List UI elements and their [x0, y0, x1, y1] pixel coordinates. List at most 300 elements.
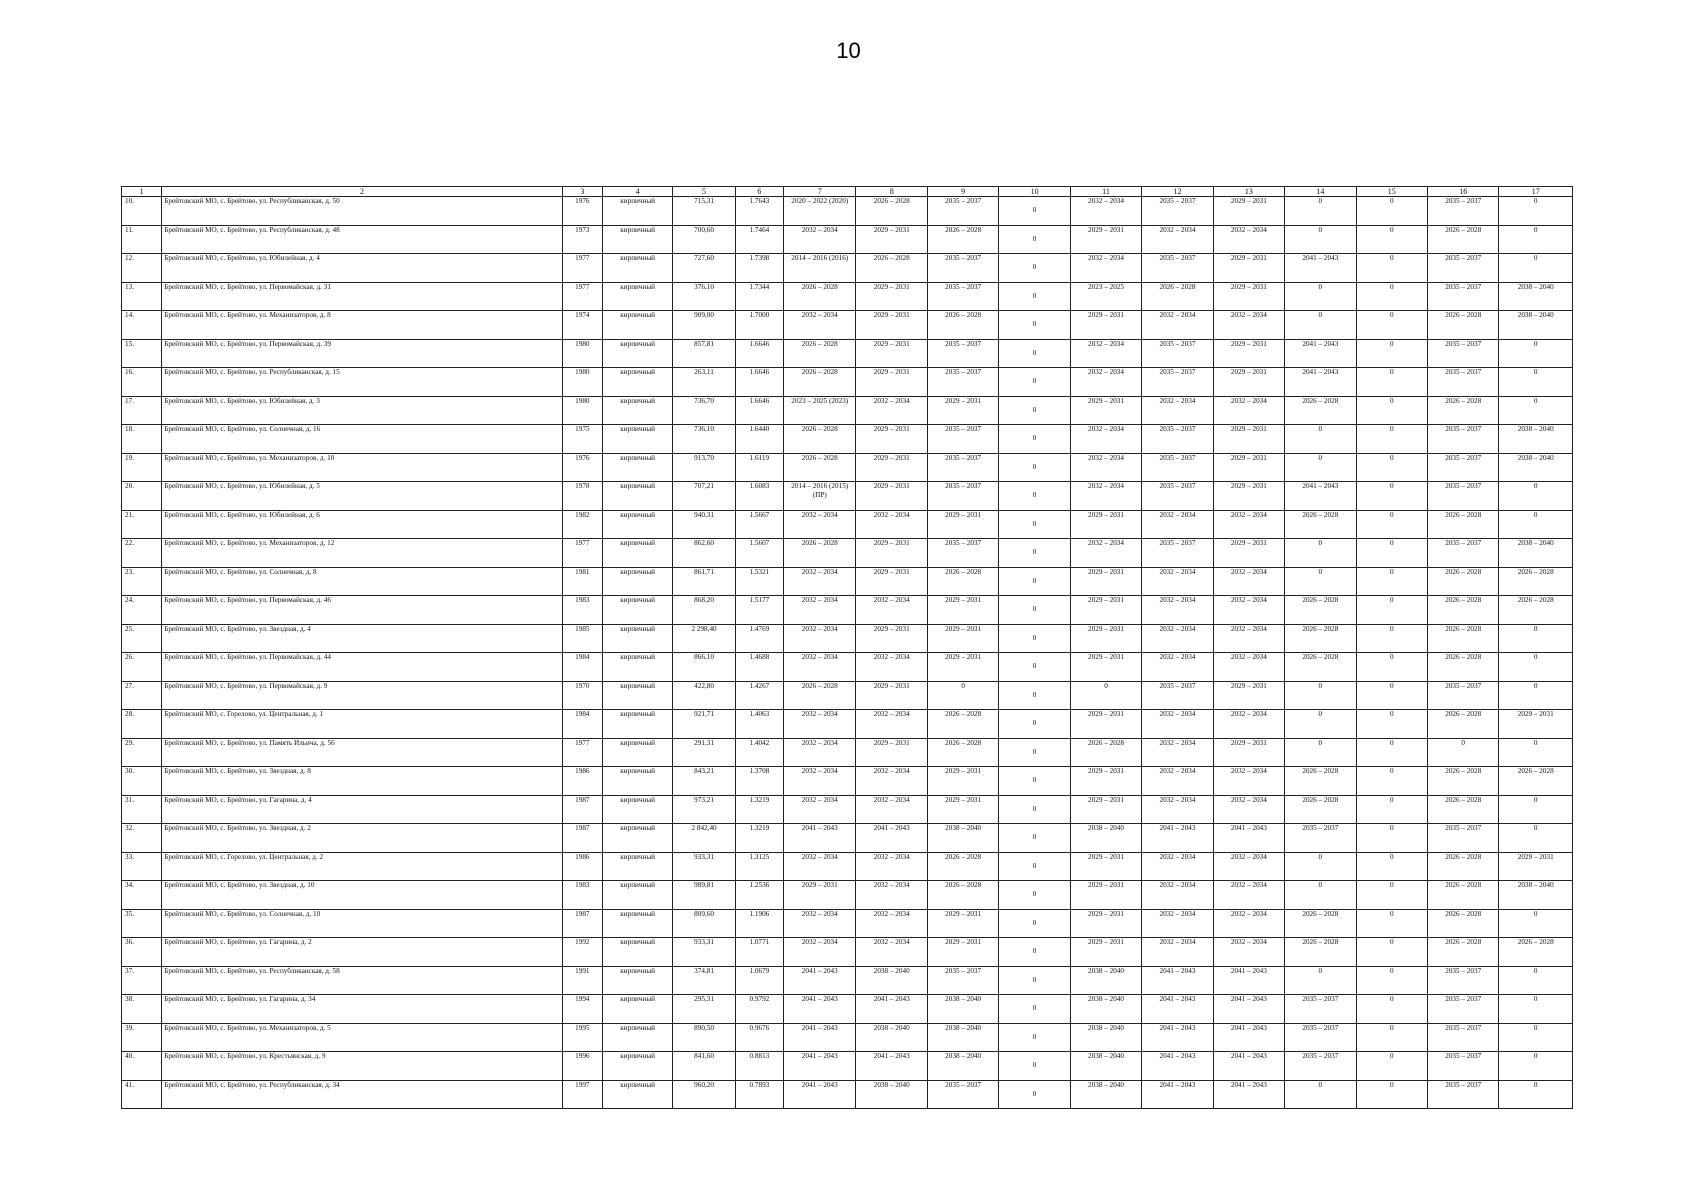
- table-cell: 0: [1356, 282, 1427, 311]
- table-cell: 2035 – 2037: [1427, 254, 1498, 283]
- table-cell: 1980: [562, 368, 602, 397]
- table-cell: 0: [1499, 909, 1573, 938]
- table-cell: 1986: [562, 767, 602, 796]
- table-cell: 0: [1356, 510, 1427, 539]
- table-cell: 1.2536: [735, 881, 783, 910]
- table-cell: 0: [1356, 1080, 1427, 1109]
- table-cell: 2038 – 2040: [1070, 1080, 1141, 1109]
- table-cell: кирпичный: [602, 824, 672, 853]
- row-number: 30.: [122, 767, 162, 796]
- table-cell: 1.5607: [735, 539, 783, 568]
- table-cell: 0: [999, 311, 1070, 340]
- table-cell: 2035 – 2037: [927, 482, 998, 511]
- table-cell: 862,60: [673, 539, 735, 568]
- table-cell: 857,81: [673, 339, 735, 368]
- column-number-2: 2: [162, 187, 562, 197]
- table-cell: 2041 – 2043: [1142, 1052, 1213, 1081]
- table-cell: кирпичный: [602, 282, 672, 311]
- table-cell: 2026 – 2028: [784, 425, 856, 454]
- table-cell: 0: [999, 567, 1070, 596]
- address-cell: Брейтовский МО, с. Брейтово, ул. Первомайская, д. 9: [162, 681, 562, 710]
- table-row: [122, 767, 1573, 796]
- table-cell: 2029 – 2031: [1070, 624, 1141, 653]
- table-cell: 2029 – 2031: [927, 938, 998, 967]
- table-cell: 2038 – 2040: [1499, 881, 1573, 910]
- table-cell: 2035 – 2037: [927, 539, 998, 568]
- table-row: [122, 1080, 1573, 1109]
- table-cell: 2035 – 2037: [1285, 995, 1356, 1024]
- table-cell: 2041 – 2043: [1213, 995, 1284, 1024]
- table-cell: 0: [1356, 425, 1427, 454]
- table-row: [122, 909, 1573, 938]
- table-cell: 2026 – 2028: [927, 852, 998, 881]
- table-cell: 0: [999, 368, 1070, 397]
- column-number-14: 14: [1285, 187, 1356, 197]
- table-row: [122, 738, 1573, 767]
- table-cell: 973,21: [673, 795, 735, 824]
- row-number: 20.: [122, 482, 162, 511]
- column-number-7: 7: [784, 187, 856, 197]
- table-cell: кирпичный: [602, 311, 672, 340]
- table-cell: 2035 – 2037: [1427, 966, 1498, 995]
- table-cell: 0: [1499, 653, 1573, 682]
- address-cell: Брейтовский МО, с. Брейтово, ул. Юбилейная, д. 6: [162, 510, 562, 539]
- table-cell: 0: [1356, 482, 1427, 511]
- table-cell: 0: [1356, 824, 1427, 853]
- table-cell: 1986: [562, 852, 602, 881]
- table-cell: 2032 – 2034: [856, 767, 927, 796]
- table-cell: 1991: [562, 966, 602, 995]
- table-cell: 2029 – 2031: [927, 396, 998, 425]
- table-cell: 0: [999, 795, 1070, 824]
- table-cell: 2029 – 2031: [927, 653, 998, 682]
- table-row: [122, 482, 1573, 511]
- table-cell: 0: [999, 254, 1070, 283]
- table-cell: 2029 – 2031: [856, 624, 927, 653]
- table-cell: 2029 – 2031: [856, 681, 927, 710]
- table-cell: 2032 – 2034: [1142, 881, 1213, 910]
- table-cell: 0: [1499, 795, 1573, 824]
- table-cell: 2041 – 2043: [784, 1023, 856, 1052]
- address-cell: Брейтовский МО, с. Брейтово, ул. Гагарина, д. 2: [162, 938, 562, 967]
- table-cell: 2041 – 2043: [784, 1052, 856, 1081]
- table-header: [122, 187, 1573, 197]
- table-cell: 2032 – 2034: [1070, 368, 1141, 397]
- table-cell: 1.7398: [735, 254, 783, 283]
- table-cell: 0: [999, 1080, 1070, 1109]
- table-cell: 2032 – 2034: [1070, 482, 1141, 511]
- table-cell: 2029 – 2031: [856, 225, 927, 254]
- table-cell: кирпичный: [602, 482, 672, 511]
- table-cell: 0: [1356, 966, 1427, 995]
- table-cell: 2026 – 2028: [856, 197, 927, 226]
- column-number-10: 10: [999, 187, 1070, 197]
- table-cell: 0: [999, 624, 1070, 653]
- table-cell: 1973: [562, 225, 602, 254]
- table-cell: 2032 – 2034: [784, 909, 856, 938]
- table-cell: 2032 – 2034: [1213, 909, 1284, 938]
- table-row: [122, 824, 1573, 853]
- table-cell: 2026 – 2028: [1285, 767, 1356, 796]
- table-cell: 1980: [562, 396, 602, 425]
- table-body: [122, 197, 1573, 1109]
- table-cell: 2041 – 2043: [1285, 254, 1356, 283]
- address-cell: Брейтовский МО, с. Брейтово, ул. Республиканская, д. 50: [162, 197, 562, 226]
- table-cell: 2029 – 2031: [1070, 596, 1141, 625]
- table-cell: 2038 – 2040: [927, 995, 998, 1024]
- table-cell: 2029 – 2031: [1213, 254, 1284, 283]
- table-cell: 0: [1356, 1052, 1427, 1081]
- table-cell: 2038 – 2040: [1070, 995, 1141, 1024]
- row-number: 18.: [122, 425, 162, 454]
- table-cell: 0: [1356, 1023, 1427, 1052]
- table-cell: 2032 – 2034: [1070, 197, 1141, 226]
- column-number-4: 4: [602, 187, 672, 197]
- table-cell: 866,10: [673, 653, 735, 682]
- row-number: 19.: [122, 453, 162, 482]
- table-cell: 0: [1356, 653, 1427, 682]
- table-cell: 2035 – 2037: [927, 966, 998, 995]
- table-cell: 2026 – 2028: [784, 339, 856, 368]
- table-cell: 1.7464: [735, 225, 783, 254]
- table-cell: 2026 – 2028: [1285, 909, 1356, 938]
- table-cell: 2035 – 2037: [1285, 1052, 1356, 1081]
- table-cell: 2035 – 2037: [1427, 1080, 1498, 1109]
- table-cell: 2029 – 2031: [856, 482, 927, 511]
- table-cell: 2041 – 2043: [1142, 1023, 1213, 1052]
- table-cell: 2032 – 2034: [1070, 425, 1141, 454]
- table-cell: 2029 – 2031: [1070, 909, 1141, 938]
- table-cell: 2026 – 2028: [856, 254, 927, 283]
- table-cell: 1.6646: [735, 396, 783, 425]
- table-cell: 2029 – 2031: [927, 624, 998, 653]
- table-cell: 1987: [562, 909, 602, 938]
- table-cell: 1995: [562, 1023, 602, 1052]
- table-cell: 2032 – 2034: [1213, 795, 1284, 824]
- table-cell: 0: [1356, 681, 1427, 710]
- address-cell: Брейтовский МО, с. Брейтово, ул. Республиканская, д. 48: [162, 225, 562, 254]
- address-cell: Брейтовский МО, с. Брейтово, ул. Первомайская, д. 44: [162, 653, 562, 682]
- table-cell: 0: [1356, 738, 1427, 767]
- table-cell: 1977: [562, 254, 602, 283]
- table-cell: 989,81: [673, 881, 735, 910]
- table-cell: 2029 – 2031: [1213, 425, 1284, 454]
- table-cell: 2029 – 2031: [1213, 453, 1284, 482]
- table-cell: 2032 – 2034: [1213, 510, 1284, 539]
- table-cell: 0: [1499, 1080, 1573, 1109]
- table-cell: 2032 – 2034: [1142, 909, 1213, 938]
- table-cell: 0: [1499, 339, 1573, 368]
- table-cell: 2026 – 2028: [927, 881, 998, 910]
- table-cell: 0: [1499, 510, 1573, 539]
- table-cell: 0: [1356, 339, 1427, 368]
- table-cell: 0: [1356, 396, 1427, 425]
- table-cell: 0: [1285, 197, 1356, 226]
- table-cell: 2023 – 2025: [1070, 282, 1141, 311]
- table-cell: кирпичный: [602, 1080, 672, 1109]
- table-cell: 0: [1285, 282, 1356, 311]
- table-cell: 0: [999, 881, 1070, 910]
- address-cell: Брейтовский МО, с. Брейтово, ул. Первомайская, д. 39: [162, 339, 562, 368]
- table-cell: 2035 – 2037: [1142, 681, 1213, 710]
- table-cell: 2035 – 2037: [1427, 681, 1498, 710]
- table-cell: 2038 – 2040: [927, 1023, 998, 1052]
- table-cell: 2026 – 2028: [1285, 396, 1356, 425]
- table-cell: кирпичный: [602, 938, 672, 967]
- table-cell: 0: [1356, 225, 1427, 254]
- table-cell: 2038 – 2040: [927, 1052, 998, 1081]
- table-cell: 2041 – 2043: [1142, 1080, 1213, 1109]
- table-cell: 2032 – 2034: [1142, 710, 1213, 739]
- row-number: 23.: [122, 567, 162, 596]
- table-cell: кирпичный: [602, 653, 672, 682]
- table-cell: 2032 – 2034: [784, 624, 856, 653]
- table-cell: 2029 – 2031: [927, 909, 998, 938]
- table-cell: 2032 – 2034: [784, 767, 856, 796]
- row-number: 21.: [122, 510, 162, 539]
- row-number: 40.: [122, 1052, 162, 1081]
- table-cell: 0: [999, 510, 1070, 539]
- column-number-12: 12: [1142, 187, 1213, 197]
- table-cell: 2029 – 2031: [856, 738, 927, 767]
- column-number-1: 1: [122, 187, 162, 197]
- table-cell: 2035 – 2037: [1142, 368, 1213, 397]
- table-cell: 2026 – 2028: [784, 681, 856, 710]
- table-cell: 1.0771: [735, 938, 783, 967]
- table-cell: 2035 – 2037: [1427, 1052, 1498, 1081]
- table-cell: 1983: [562, 596, 602, 625]
- row-number: 10.: [122, 197, 162, 226]
- table-cell: 2029 – 2031: [1070, 396, 1141, 425]
- table-cell: 2032 – 2034: [1070, 339, 1141, 368]
- table-cell: 0: [999, 396, 1070, 425]
- table-cell: кирпичный: [602, 225, 672, 254]
- row-number: 32.: [122, 824, 162, 853]
- table-cell: 2035 – 2037: [927, 197, 998, 226]
- table-cell: 1976: [562, 197, 602, 226]
- table-row: [122, 710, 1573, 739]
- table-cell: 2032 – 2034: [856, 909, 927, 938]
- table-cell: 0: [1499, 396, 1573, 425]
- table-cell: 0: [1499, 254, 1573, 283]
- table-cell: 2032 – 2034: [784, 710, 856, 739]
- table-cell: 2038 – 2040: [1499, 282, 1573, 311]
- row-number: 25.: [122, 624, 162, 653]
- table-cell: 0: [1356, 938, 1427, 967]
- address-cell: Брейтовский МО, с. Брейтово, ул. Юбилейная, д. 3: [162, 396, 562, 425]
- table-cell: 2035 – 2037: [1427, 539, 1498, 568]
- table-cell: 2032 – 2034: [1213, 653, 1284, 682]
- table-cell: 890,50: [673, 1023, 735, 1052]
- table-cell: 0: [1285, 425, 1356, 454]
- table-cell: 2032 – 2034: [856, 396, 927, 425]
- table-cell: 2032 – 2034: [1213, 767, 1284, 796]
- table-cell: 1.3219: [735, 795, 783, 824]
- table-cell: 0: [1356, 453, 1427, 482]
- column-number-13: 13: [1213, 187, 1284, 197]
- table-cell: 2026 – 2028: [1499, 938, 1573, 967]
- table-cell: 2032 – 2034: [856, 510, 927, 539]
- table-cell: 0: [999, 225, 1070, 254]
- address-cell: Брейтовский МО, с. Брейтово, ул. Крестьянская, д. 9: [162, 1052, 562, 1081]
- table-cell: 1.4063: [735, 710, 783, 739]
- table-cell: 2026 – 2028: [784, 539, 856, 568]
- table-cell: 2032 – 2034: [1070, 453, 1141, 482]
- row-number: 38.: [122, 995, 162, 1024]
- table-cell: 1997: [562, 1080, 602, 1109]
- table-cell: 0.7893: [735, 1080, 783, 1109]
- column-number-17: 17: [1499, 187, 1573, 197]
- table-cell: 1984: [562, 653, 602, 682]
- row-number: 13.: [122, 282, 162, 311]
- table-cell: 2029 – 2031: [1070, 767, 1141, 796]
- table-cell: 2035 – 2037: [1427, 453, 1498, 482]
- table-cell: 1976: [562, 453, 602, 482]
- column-number-11: 11: [1070, 187, 1141, 197]
- table-cell: 2026 – 2028: [1427, 653, 1498, 682]
- table-cell: 2035 – 2037: [1142, 425, 1213, 454]
- table-cell: кирпичный: [602, 881, 672, 910]
- row-number: 35.: [122, 909, 162, 938]
- table-cell: 2032 – 2034: [1070, 254, 1141, 283]
- table-cell: кирпичный: [602, 852, 672, 881]
- table-cell: 2032 – 2034: [856, 881, 927, 910]
- table-cell: 2041 – 2043: [1213, 1080, 1284, 1109]
- table-cell: 2035 – 2037: [927, 425, 998, 454]
- table-cell: 2041 – 2043: [1285, 339, 1356, 368]
- column-number-16: 16: [1427, 187, 1498, 197]
- table-cell: кирпичный: [602, 795, 672, 824]
- table-cell: 2029 – 2031: [1499, 710, 1573, 739]
- table-cell: 2026 – 2028: [1427, 710, 1498, 739]
- row-number: 27.: [122, 681, 162, 710]
- table-cell: 2029 – 2031: [856, 282, 927, 311]
- table-cell: 2041 – 2043: [1285, 368, 1356, 397]
- table-cell: 2020 – 2022 (2020): [784, 197, 856, 226]
- table-cell: 2032 – 2034: [856, 852, 927, 881]
- table-cell: 809,60: [673, 909, 735, 938]
- table-cell: 0: [1285, 681, 1356, 710]
- row-number: 22.: [122, 539, 162, 568]
- table-cell: 2029 – 2031: [1213, 482, 1284, 511]
- table-cell: 263,11: [673, 368, 735, 397]
- table-cell: 2032 – 2034: [784, 795, 856, 824]
- table-cell: 913,70: [673, 453, 735, 482]
- table-cell: 2026 – 2028: [1285, 938, 1356, 967]
- table-cell: 2029 – 2031: [1213, 368, 1284, 397]
- row-number: 37.: [122, 966, 162, 995]
- table-cell: 2041 – 2043: [1213, 1023, 1284, 1052]
- table-cell: 2014 – 2016 (2015) (ПР): [784, 482, 856, 511]
- table-cell: 2026 – 2028: [1427, 225, 1498, 254]
- table-cell: 2032 – 2034: [784, 311, 856, 340]
- table-cell: 0: [999, 482, 1070, 511]
- table-cell: 2035 – 2037: [927, 368, 998, 397]
- row-number: 39.: [122, 1023, 162, 1052]
- address-cell: Брейтовский МО, с. Брейтово, ул. Звездная, д. 2: [162, 824, 562, 853]
- address-cell: Брейтовский МО, с. Брейтово, ул. Механизаторов, д. 12: [162, 539, 562, 568]
- table-cell: 960,20: [673, 1080, 735, 1109]
- table-cell: 0: [999, 938, 1070, 967]
- row-number: 15.: [122, 339, 162, 368]
- table-cell: 2032 – 2034: [784, 225, 856, 254]
- table-cell: 2026 – 2028: [1427, 311, 1498, 340]
- table-cell: 2035 – 2037: [1142, 482, 1213, 511]
- table-row: [122, 653, 1573, 682]
- address-cell: Брейтовский МО, с. Брейтово, ул. Республиканская, д. 34: [162, 1080, 562, 1109]
- table-cell: 0: [1499, 1023, 1573, 1052]
- table-cell: 2026 – 2028: [1427, 624, 1498, 653]
- table-cell: 0: [1285, 881, 1356, 910]
- housing-registry-table: [121, 186, 1573, 1109]
- table-cell: кирпичный: [602, 510, 672, 539]
- table-cell: кирпичный: [602, 396, 672, 425]
- table-cell: 715,31: [673, 197, 735, 226]
- table-row: [122, 995, 1573, 1024]
- table-cell: 2038 – 2040: [856, 1023, 927, 1052]
- address-cell: Брейтовский МО, с. Брейтово, ул. Солнечная, д. 16: [162, 425, 562, 454]
- column-number-8: 8: [856, 187, 927, 197]
- table-cell: 2032 – 2034: [784, 852, 856, 881]
- table-cell: 861,71: [673, 567, 735, 596]
- column-number-row: [122, 187, 1573, 197]
- address-cell: Брейтовский МО, с. Брейтово, ул. Юбилейная, д. 5: [162, 482, 562, 511]
- table-cell: 0: [999, 909, 1070, 938]
- table-cell: 1.4042: [735, 738, 783, 767]
- table-cell: 422,80: [673, 681, 735, 710]
- table-cell: 2029 – 2031: [1070, 567, 1141, 596]
- table-cell: 1.7643: [735, 197, 783, 226]
- table-cell: 2026 – 2028: [1285, 596, 1356, 625]
- table-cell: 2026 – 2028: [1285, 624, 1356, 653]
- table-cell: 0: [1499, 824, 1573, 853]
- table-cell: 940,31: [673, 510, 735, 539]
- table-cell: 2026 – 2028: [927, 710, 998, 739]
- table-cell: 2029 – 2031: [1499, 852, 1573, 881]
- address-cell: Брейтовский МО, с. Брейтово, ул. Память Ильича, д. 56: [162, 738, 562, 767]
- table-cell: 0: [1285, 453, 1356, 482]
- table-cell: кирпичный: [602, 596, 672, 625]
- table-cell: 2029 – 2031: [856, 339, 927, 368]
- table-cell: кирпичный: [602, 909, 672, 938]
- table-cell: 0: [1499, 681, 1573, 710]
- table-cell: 1.5321: [735, 567, 783, 596]
- table-cell: 2032 – 2034: [1213, 596, 1284, 625]
- table-cell: 2026 – 2028: [784, 453, 856, 482]
- table-row: [122, 1023, 1573, 1052]
- table-cell: 2032 – 2034: [1070, 539, 1141, 568]
- table-cell: 0: [1356, 311, 1427, 340]
- table-cell: 700,60: [673, 225, 735, 254]
- table-cell: 2029 – 2031: [1213, 539, 1284, 568]
- table-cell: 2026 – 2028: [1427, 767, 1498, 796]
- table-cell: 1987: [562, 824, 602, 853]
- address-cell: Брейтовский МО, с. Брейтово, ул. Механизаторов, д. 8: [162, 311, 562, 340]
- table-cell: 2032 – 2034: [1142, 767, 1213, 796]
- table-cell: 736,70: [673, 396, 735, 425]
- table-row: [122, 225, 1573, 254]
- table-cell: 0: [1499, 225, 1573, 254]
- table-cell: 0: [999, 710, 1070, 739]
- row-number: 12.: [122, 254, 162, 283]
- table-cell: 2035 – 2037: [1427, 197, 1498, 226]
- table-cell: 2029 – 2031: [1070, 225, 1141, 254]
- table-cell: 0: [1499, 482, 1573, 511]
- table-cell: 2026 – 2028: [1499, 596, 1573, 625]
- table-cell: 1.6083: [735, 482, 783, 511]
- table-cell: 0: [1285, 966, 1356, 995]
- table-row: [122, 624, 1573, 653]
